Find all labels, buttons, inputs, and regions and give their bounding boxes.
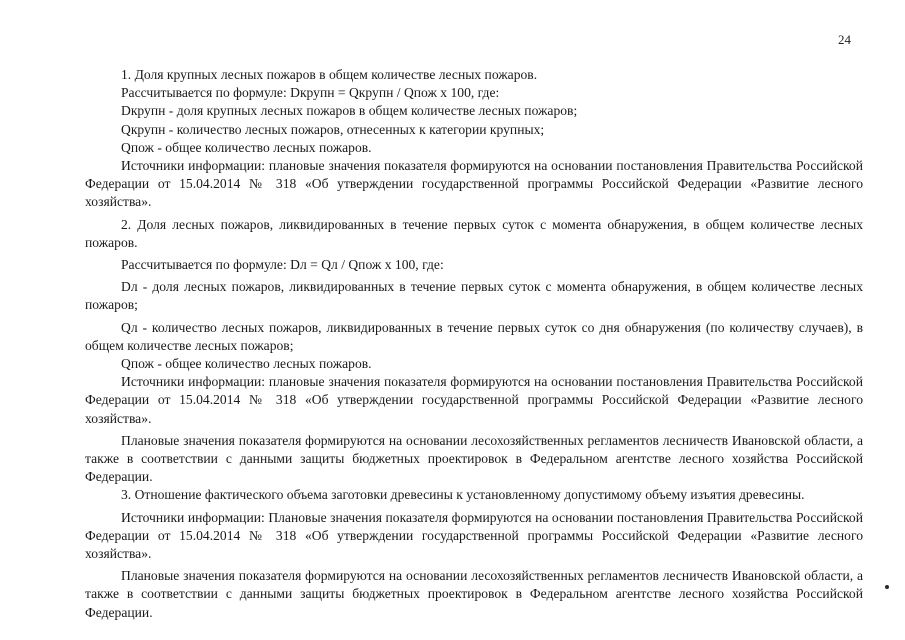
document-body — [85, 66, 863, 622]
formula-line-2: Рассчитывается по формуле: Dл = Qл / Qпож x 100, где: — [121, 257, 444, 273]
heading-indicator-1: 1. Доля крупных лесных пожаров в общем количестве лесных пожаров. — [121, 67, 538, 82]
sources-paragraph-1: Источники информации: плановые значения показателя формируются на основании постановления Правительства Российской Федерации от 15.04.2014 № 318 «Об утверждении государственной программы Российской Федерации «Развитие лесного хозяйства». — [85, 158, 863, 210]
heading-indicator-2: 2. Доля лесных пожаров, ликвидированных в течение первых суток с момента обнаружения, в общем количестве лесных пожаров. — [85, 216, 863, 250]
heading-indicator-3: 3. Отношение фактического объема заготовки древесины к установленному допустимому объему изъятия древесины. — [121, 487, 805, 503]
definition-qkrupn: Qкрупн - количество лесных пожаров, отнесенных к категории крупных; — [121, 121, 545, 137]
sources-paragraph-2: Источники информации: плановые значения показателя формируются на основании постановления Правительства Российской Федерации от 15.04.2014 № 318 «Об утверждении государственной программы Российской Федерации «Развитие лесного хозяйства». — [85, 374, 863, 426]
definition-dkrupn: Dкрупн - доля крупных лесных пожаров в общем количестве лесных пожаров; — [121, 103, 578, 119]
definition-ql: Qл - количество лесных пожаров, ликвидированных в течение первых суток со дня обнаружения (по количеству случаев), в общем количестве лесных пожаров; — [85, 319, 863, 353]
page-number: 24 — [838, 32, 851, 47]
definition-dl: Dл - доля лесных пожаров, ликвидированных в течение первых суток с момента обнаружения, в общем количестве лесных пожаров; — [85, 279, 863, 313]
formula-line-1: Рассчитывается по формуле: Dкрупн = Qкрупн / Qпож x 100, где: — [121, 85, 500, 101]
regulations-paragraph-1: Плановые значения показателя формируются на основании лесохозяйственных регламентов лесничеств Ивановской области, а также в соответствии с данными защиты бюджетных проектировок в Федеральном агентстве лесного хозяйства Российской Федерации. — [85, 432, 863, 485]
scan-artifact-dot — [885, 585, 889, 589]
sources-paragraph-3: Источники информации: Плановые значения показателя формируются на основании постановления Правительства Российской Федерации от 15.04.2014 № 318 «Об утверждении государственной программы Российской Федерации «Развитие лесного хозяйства». — [85, 509, 863, 562]
definition-qpozh-2: Qпож - общее количество лесных пожаров. — [121, 356, 372, 372]
regulations-paragraph-2: Плановые значения показателя формируются на основании лесохозяйственных регламентов лесничеств Ивановской области, а также в соответствии с данными защиты бюджетных проектировок в Федеральном агентстве лесного хозяйства Российской Федерации. — [85, 568, 863, 620]
definition-qpozh-1: Qпож - общее количество лесных пожаров. — [121, 139, 372, 155]
